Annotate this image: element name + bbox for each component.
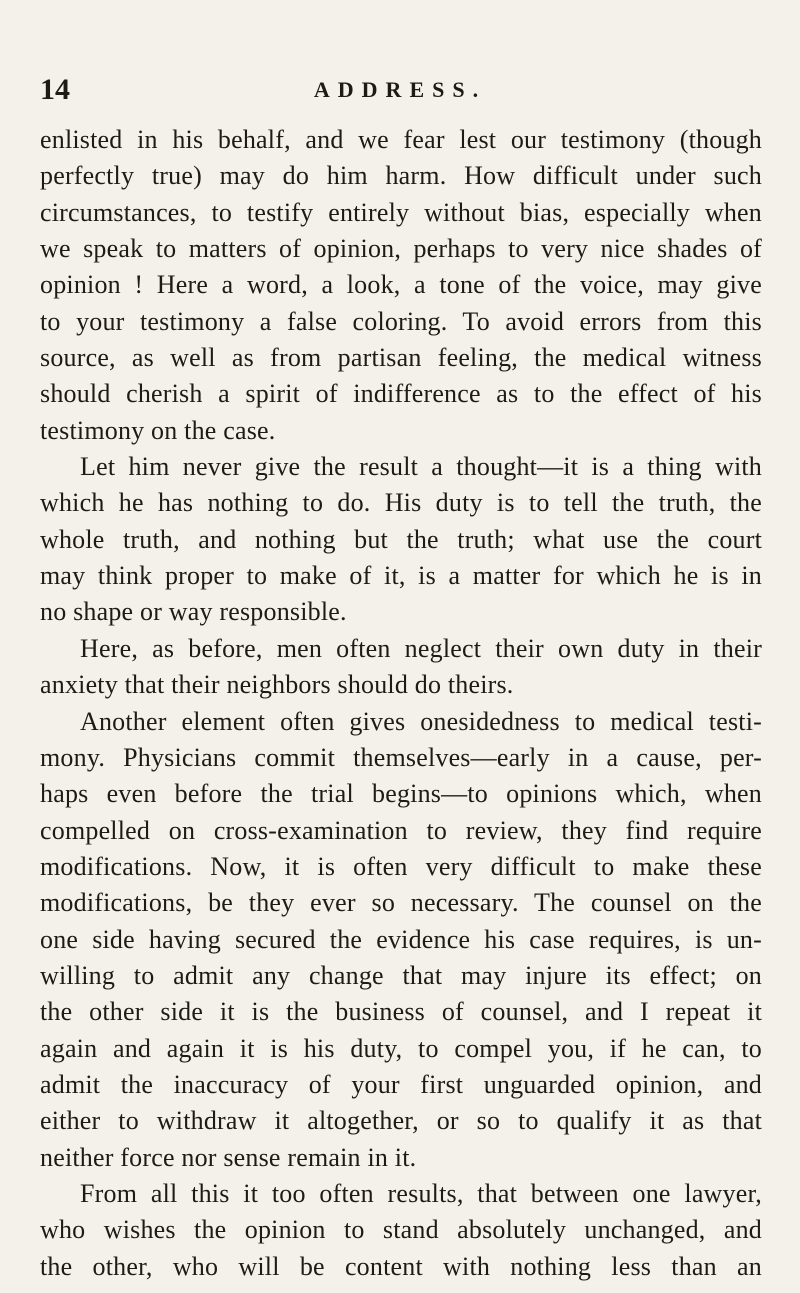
text-line: Another element often gives onesidedness to medical testi- (80, 706, 762, 736)
text-line: the other, who will be content with nothing less than an (40, 1251, 762, 1281)
text-line: Let him never give the result a thought—it is a thing with (80, 452, 762, 482)
text-line: neither force nor sense remain in it. (40, 1142, 417, 1172)
text-line: again and again it is his duty, to compel you, if he can, to (40, 1033, 762, 1063)
text-line: we speak to matters of opinion, perhaps to very nice shades of (40, 234, 762, 264)
text-line: modifications. Now, it is often very difficult to make these (40, 851, 762, 881)
running-head: ADDRESS. (313, 77, 487, 102)
text-line: who wishes the opinion to stand absolutely unchanged, and (40, 1215, 762, 1245)
text-line: to your testimony a false coloring. To avoid errors from this (40, 306, 762, 336)
text-line: Here, as before, men often neglect their own duty in their (80, 633, 762, 663)
text-line: haps even before the trial begins—to opinions which, when (40, 779, 762, 809)
text-line: opinion ! Here a word, a look, a tone of the voice, may give (40, 270, 762, 300)
text-line: whole truth, and nothing but the truth; what use the court (40, 524, 762, 554)
text-line: From all this it too often results, that between one lawyer, (80, 1178, 762, 1208)
text-line: which he has nothing to do. His duty is to tell the truth, the (40, 488, 762, 518)
body-text (40, 122, 762, 1285)
text-line: enlisted in his behalf, and we fear lest our testimony (though (40, 125, 762, 154)
text-line: no shape or way responsible. (40, 597, 347, 627)
text-line: compelled on cross-examination to review, they find require (40, 815, 762, 845)
text-line: the other side it is the business of counsel, and I repeat it (40, 997, 762, 1027)
text-line: modifications, be they ever so necessary. The counsel on the (40, 888, 762, 918)
text-line: may think proper to make of it, is a matter for which he is in (40, 561, 762, 591)
page-number: 14 (40, 73, 70, 106)
text-line: one side having secured the evidence his case requires, is un- (40, 924, 762, 954)
text-line: willing to admit any change that may injure its effect; on (40, 960, 762, 990)
text-line: either to withdraw it altogether, or so to qualify it as that (40, 1106, 762, 1136)
page-header (40, 70, 760, 110)
text-line: anxiety that their neighbors should do theirs. (40, 670, 514, 700)
text-line: perfectly true) may do him harm. How difficult under such (40, 161, 762, 191)
text-line: circumstances, to testify entirely without bias, especially when (40, 197, 762, 227)
text-line: mony. Physicians commit themselves—early in a cause, per- (40, 742, 762, 772)
text-line: admit the inaccuracy of your first unguarded opinion, and (40, 1069, 762, 1099)
text-line: source, as well as from partisan feeling, the medical witness (40, 343, 762, 373)
text-line: testimony on the case. (40, 415, 276, 445)
text-line: should cherish a spirit of indifference as to the effect of his (40, 379, 762, 409)
